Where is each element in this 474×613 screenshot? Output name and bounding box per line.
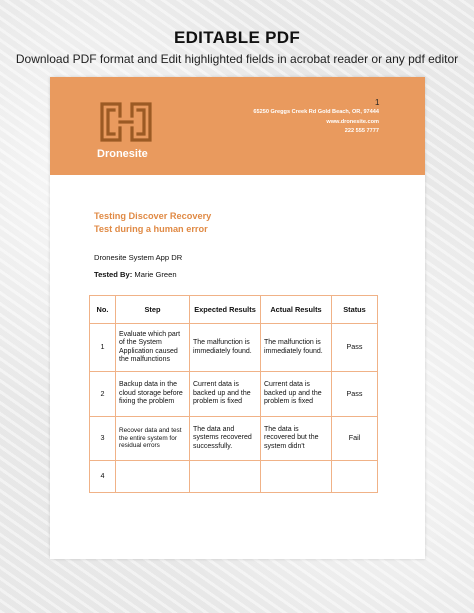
dronesite-logo-icon: [98, 100, 154, 144]
test-results-table: [89, 295, 378, 493]
title-line-1: Testing Discover Recovery: [94, 211, 212, 221]
table-row: [90, 372, 378, 417]
row-step[interactable]: Backup data in the cloud storage before fixing the problem: [116, 372, 190, 417]
row-status[interactable]: Pass: [332, 372, 378, 417]
row-actual[interactable]: Current data is backed up and the problem is fixed: [261, 372, 332, 417]
title-line-2: Test during a human error: [94, 224, 208, 234]
table-row: [90, 324, 378, 372]
app-name: Dronesite System App DR: [94, 253, 183, 262]
table-row: [90, 461, 378, 493]
website: www.dronesite.com: [326, 118, 379, 125]
row-actual[interactable]: The malfunction is immediately found.: [261, 324, 332, 372]
row-status[interactable]: [332, 461, 378, 493]
address-line: 65250 Greggs Creek Rd Gold Beach, OR, 97444: [253, 109, 379, 115]
company-contact: [253, 108, 379, 137]
table-header-row: [90, 296, 378, 324]
page-number: 1: [375, 98, 380, 107]
tested-by: [94, 270, 177, 279]
row-expected[interactable]: [190, 461, 261, 493]
row-status[interactable]: Fail: [332, 417, 378, 461]
table-row: [90, 417, 378, 461]
header-no: No.: [90, 296, 116, 324]
banner-title: EDITABLE PDF: [173, 28, 301, 47]
phone: 222 555 7777: [344, 128, 379, 134]
row-no: 1: [90, 324, 116, 372]
header-step: Step: [116, 296, 190, 324]
row-actual[interactable]: The data is recovered but the system didn't: [261, 417, 332, 461]
row-no: 3: [90, 417, 116, 461]
header-actual: Actual Results: [261, 296, 332, 324]
header-status: Status: [332, 296, 378, 324]
header-expected: Expected Results: [190, 296, 261, 324]
row-expected[interactable]: Current data is backed up and the problem is fixed: [190, 372, 261, 417]
tested-by-label: Tested By:: [94, 270, 133, 279]
document-header: [50, 77, 425, 175]
banner-subtitle: Download PDF format and Edit highlighted fields in acrobat reader or any pdf editor: [15, 52, 459, 66]
row-actual[interactable]: [261, 461, 332, 493]
document-title: [94, 210, 211, 236]
row-expected[interactable]: The data and systems recovered successfully.: [190, 417, 261, 461]
row-status[interactable]: Pass: [332, 324, 378, 372]
row-step[interactable]: Evaluate which part of the System Application caused the malfunctions: [116, 324, 190, 372]
row-no: 4: [90, 461, 116, 493]
logo-text: Dronesite: [97, 148, 148, 160]
row-step[interactable]: [116, 461, 190, 493]
row-step[interactable]: Recover data and test the entire system for residual errors: [116, 417, 190, 461]
row-expected[interactable]: The malfunction is immediately found.: [190, 324, 261, 372]
tested-by-value: Marie Green: [134, 270, 177, 279]
row-no: 2: [90, 372, 116, 417]
document-page: [50, 77, 425, 559]
